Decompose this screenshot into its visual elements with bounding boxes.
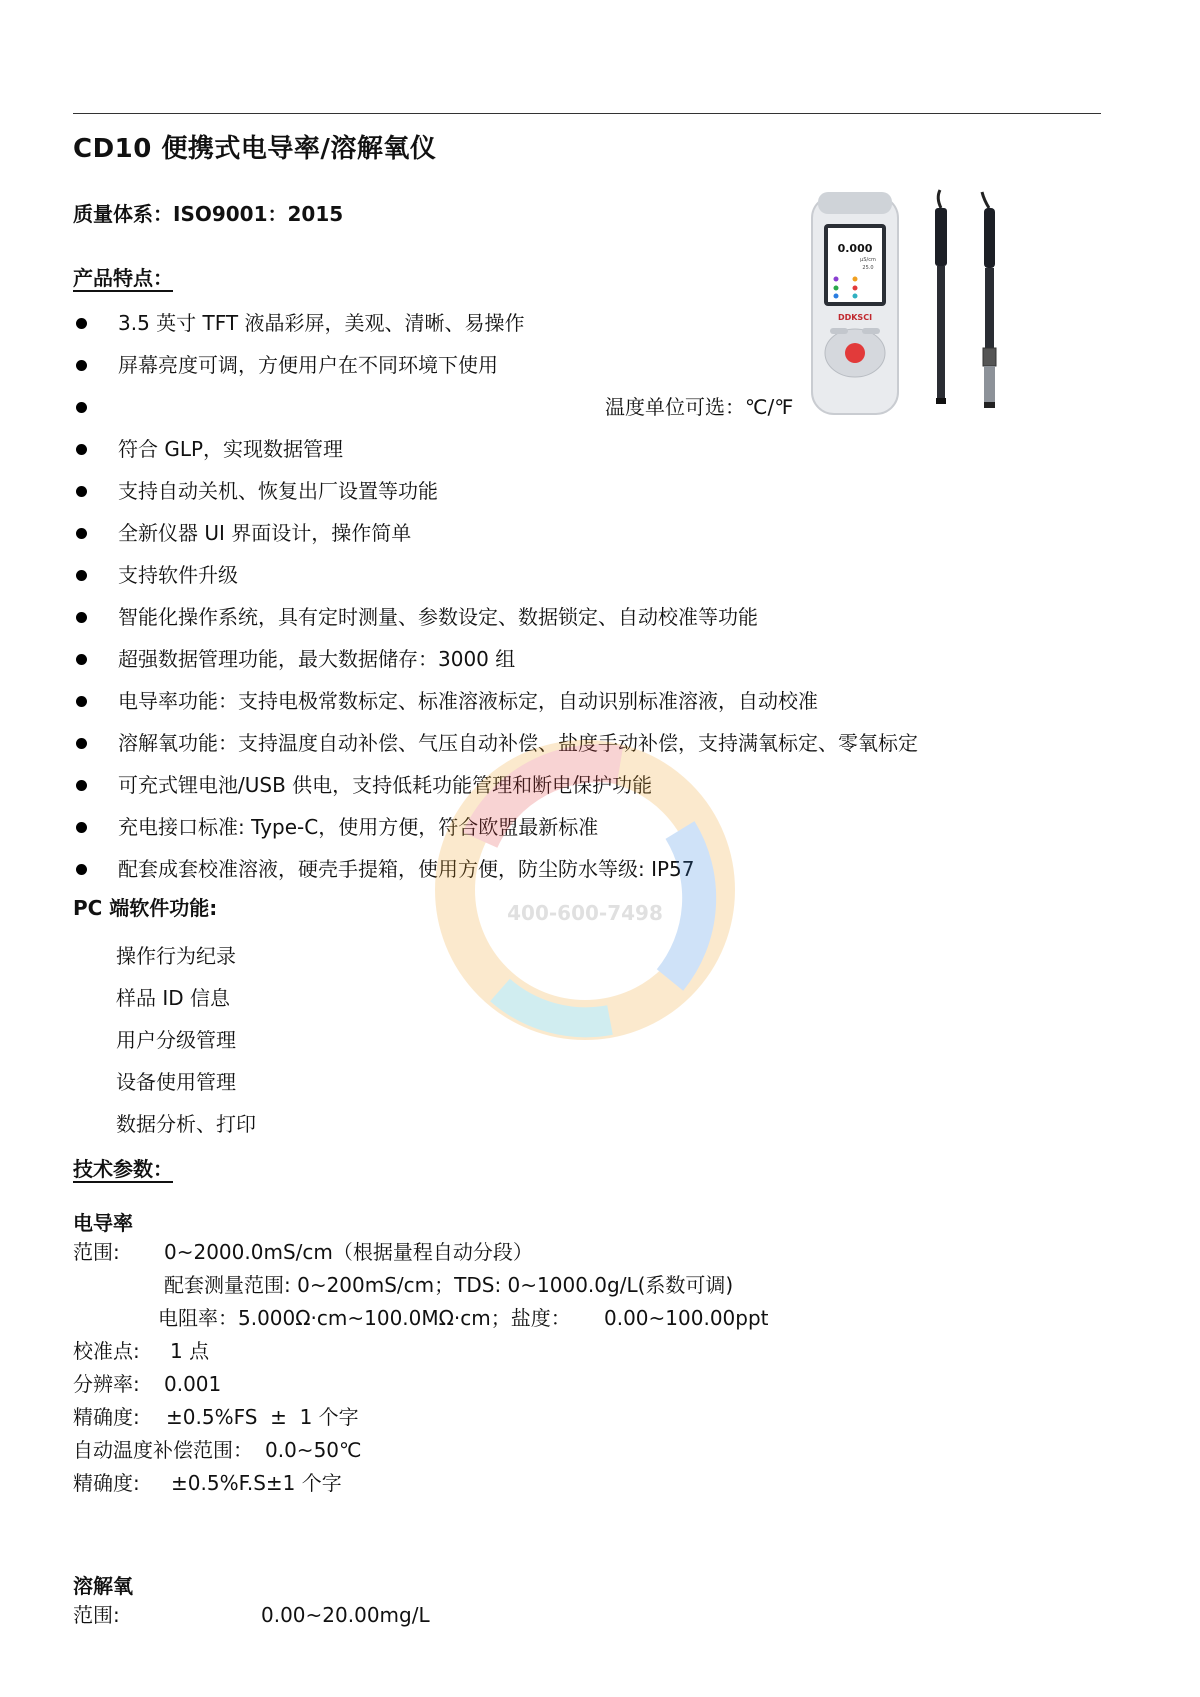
conductivity-heading: 电导率 [73, 1211, 133, 1235]
cond-acc-value: ±0.5%FS ± 1 个字 [166, 1405, 359, 1429]
list-item: 全新仪器 UI 界面设计，操作简单 [73, 512, 1073, 554]
tech-params-heading: 技术参数： [73, 1157, 173, 1181]
list-item: 配套成套校准溶液，硬壳手提箱，使用方便，防尘防水等级: IP57 [73, 848, 1073, 890]
cond-acc-label: 精确度: [73, 1405, 140, 1429]
cond-acc2-label: 精确度: [73, 1471, 140, 1495]
do-heading: 溶解氧 [73, 1574, 133, 1598]
list-item: 溶解氧功能：支持温度自动补偿、气压自动补偿、盐度手动补偿，支持满氧标定、零氧标定 [73, 722, 1073, 764]
pc-software-list [116, 935, 256, 1145]
device-brand: DDKSCI [837, 313, 873, 322]
list-item: 可充式锂电池/USB 供电，支持低耗功能管理和断电保护功能 [73, 764, 1073, 806]
list-item: 操作行为纪录 [116, 944, 236, 968]
top-rule [73, 113, 1101, 114]
features-heading: 产品特点： [73, 266, 173, 290]
cond-atc-label: 自动温度补偿范围： [73, 1438, 253, 1462]
cond-atc-value: 0.0~50℃ [265, 1438, 362, 1462]
cond-range-line2: 配套测量范围: 0~200mS/cm；TDS: 0~1000.0g/L(系数可调) [164, 1273, 734, 1297]
list-item: 设备使用管理 [116, 1070, 236, 1094]
list-item: 样品 ID 信息 [116, 986, 231, 1010]
cond-cal-label: 校准点: [73, 1339, 140, 1363]
list-item: 3.5 英寸 TFT 液晶彩屏，美观、清晰、易操作 [73, 302, 1073, 344]
list-item: 温度单位可选：℃/℉ [73, 386, 1073, 428]
device-reading: 0.000 [837, 242, 873, 255]
device-unit: μS/cm [860, 257, 876, 263]
watermark-logo [420, 720, 750, 1060]
cond-range-line3b: 0.00~100.00ppt [604, 1306, 769, 1330]
list-item: 用户分级管理 [116, 1028, 236, 1052]
list-item: 符合 GLP，实现数据管理 [73, 428, 1073, 470]
list-item: 支持自动关机、恢复出厂设置等功能 [73, 470, 1073, 512]
cond-res-value: 0.001 [164, 1372, 222, 1396]
watermark-phone: 400-600-7498 [507, 901, 663, 925]
product-image [808, 188, 1038, 423]
pc-software-heading: PC 端软件功能: [73, 896, 218, 920]
cond-cal-value: 1 点 [170, 1339, 210, 1363]
list-item: 屏幕亮度可调，方便用户在不同环境下使用 [73, 344, 1073, 386]
list-item: 数据分析、打印 [116, 1112, 256, 1136]
do-range-value: 0.00~20.00mg/L [261, 1603, 430, 1627]
cond-range-value: 0~2000.0mS/cm（根据量程自动分段） [164, 1240, 533, 1264]
list-item: 电导率功能：支持电极常数标定、标准溶液标定，自动识别标准溶液，自动校准 [73, 680, 1073, 722]
do-range-label: 范围: [73, 1603, 120, 1627]
list-item: 充电接口标准: Type-C，使用方便，符合欧盟最新标准 [73, 806, 1073, 848]
cond-range-label: 范围: [73, 1240, 120, 1264]
device-temp: 25.0 [862, 265, 874, 271]
list-item: 支持软件升级 [73, 554, 1073, 596]
cond-res-label: 分辨率: [73, 1372, 140, 1396]
cond-range-line3a: 电阻率：5.000Ω·cm~100.0MΩ·cm；盐度： [158, 1306, 571, 1330]
cond-acc2-value: ±0.5%F.S±1 个字 [171, 1471, 342, 1495]
list-item: 智能化操作系统，具有定时测量、参数设定、数据锁定、自动校准等功能 [73, 596, 1073, 638]
page-title: CD10 便携式电导率/溶解氧仪 [73, 134, 437, 164]
list-item: 超强数据管理功能，最大数据储存：3000 组 [73, 638, 1073, 680]
quality-system: 质量体系：ISO9001：2015 [73, 202, 344, 226]
